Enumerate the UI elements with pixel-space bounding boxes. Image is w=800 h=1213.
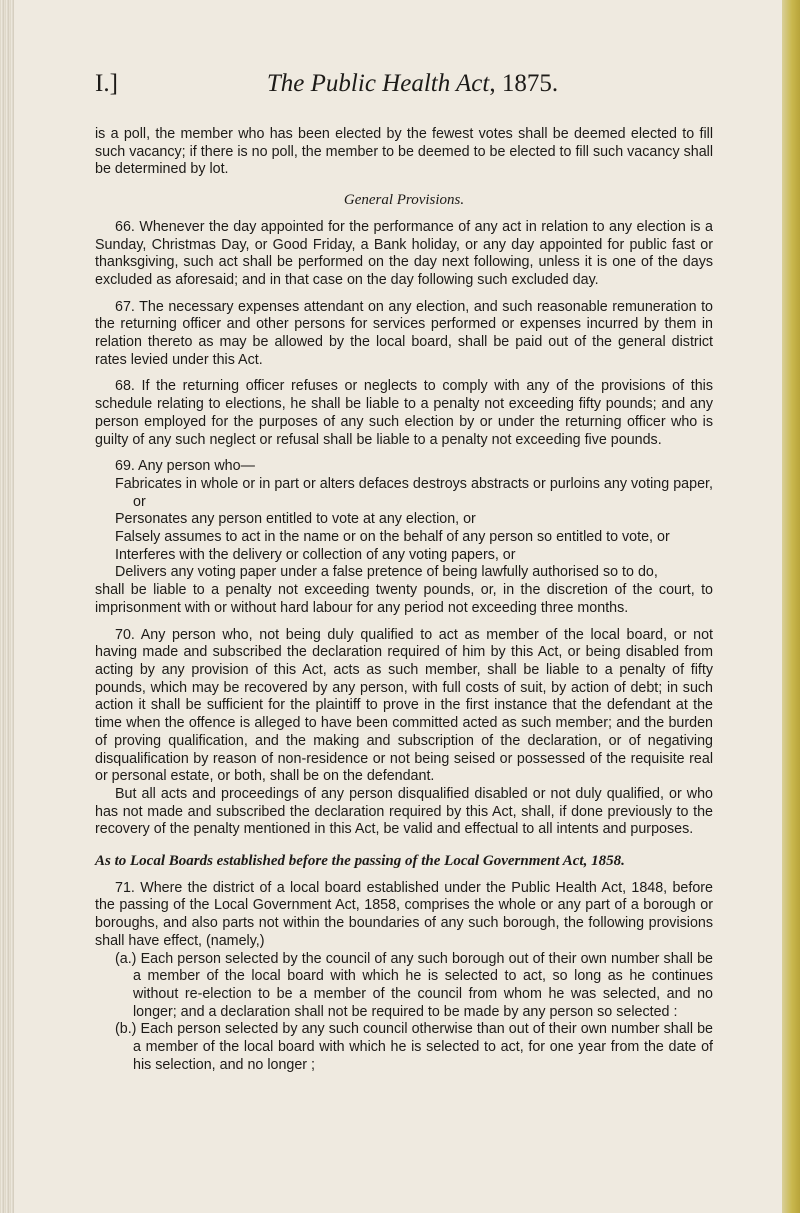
section-66: 66. Whenever the day appointed for the performance of any act in relation to any election is a Sunday, Christmas Day, or Good Friday, a Bank holiday, or any day appointed for public fast or thanksgiving, such act shall be performed on the day next following, unless it is one of the days excluded as aforesaid; and in that case on the day following such excluded day.: [95, 218, 713, 288]
section-70: 70. Any person who, not being duly qualified to act as member of the local board, or not having made and subscribed the declaration required of him by this Act, or being disabled from acting by any provision of this Act, acts as such member, shall be liable to a penalty of fifty pounds, which may be recovered by any person, with full costs of suit, by action of debt; in such action it shall be sufficient for the plaintiff to prove in the first instance that the defendant at the time when the offence is alleged to have been committed acted as such member; and the burden of proving qualification, and the making and subscription of the declaration, or of negativing disqualification by reason of non-residence or not being seised or possessed of the requisite real or personal estate, or both, shall be on the defendant.: [95, 626, 713, 785]
heading-general-provisions: General Provisions.: [343, 192, 465, 209]
section-71-b: (b.) Each person selected by any such council otherwise than out of their own number shall be a member of the local board with which he is selected to act, for one year from the date of his selection, and no longer ;: [115, 1021, 713, 1073]
section-69-item-2: Personates any person entitled to vote at any election, or: [115, 511, 476, 528]
section-69-tail: shall be liable to a penalty not exceeding twenty pounds, or, in the discretion of the court, to imprisonment with or without hard labour for any period not exceeding three months.: [95, 582, 713, 616]
section-71: 71. Where the district of a local board established under the Public Health Act, 1848, before the passing of the Local Government Act, 1858, comprises the whole or any part of a borough or boroughs, and also parts not within the boundaries of any such borough, the following provisions shall have effect, (namely,): [95, 879, 713, 949]
section-number: I.]: [95, 70, 118, 97]
section-67: 67. The necessary expenses attendant on any election, and such reasonable remuneration to the returning officer and other persons for services performed or expenses incurred by them in relation thereto as may be allowed by the local board, shall be paid out of the general district rates levied under this Act.: [95, 298, 713, 368]
page-body: [95, 126, 713, 1074]
section-69-item-1: Fabricates in whole or in part or alters defaces destroys abstracts or purloins any voting paper, or: [115, 475, 713, 510]
act-year: 1875.: [501, 70, 559, 97]
section-68: 68. If the returning officer refuses or neglects to comply with any of the provisions of this schedule relating to elections, he shall be liable to a penalty not exceeding fifty pounds; and any person employed for the purposes of any such election by or under the returning officer who is guilty of any such neglect or refusal shall be liable to a penalty not exceeding five pounds.: [95, 378, 713, 448]
page-edge-right: [782, 0, 800, 1213]
section-69-lead: 69. Any person who—: [115, 458, 255, 475]
running-header: [95, 70, 730, 100]
intro-paragraph: is a poll, the member who has been elected by the fewest votes shall be deemed elected to fill such vacancy; if there is no poll, the member to be deemed to be elected to fill such vacancy shall be determined by lot.: [95, 126, 713, 178]
section-69-item-3: Falsely assumes to act in the name or on the behalf of any person so entitled to vote, or: [115, 529, 670, 546]
act-title: The Public Health Act: [266, 70, 490, 97]
section-71-a: (a.) Each person selected by the council of any such borough out of their own number shall be a member of the local board with which he is selected to act, so long as he continues without re-election to be a member of the council from whom he was selected, and no longer; and a declaration shall not be required to be made by any person so selected :: [115, 950, 713, 1020]
section-69-item-4: Interferes with the delivery or collection of any voting papers, or: [115, 546, 516, 563]
running-title: The Public Health Act, 1875.: [266, 70, 559, 97]
section-70-continued: But all acts and proceedings of any person disqualified disabled or not duly qualified, or who has not made and subscribed the declaration required by this Act, shall, if done previously to the recovery of the penalty mentioned in this Act, be valid and effectual to all intents and purposes.: [95, 785, 713, 838]
heading-local-boards: As to Local Boards established before the passing of the Local Government Act, 1858.: [95, 853, 625, 870]
section-69-item-5: Delivers any voting paper under a false pretence of being lawfully authorised so to do,: [115, 564, 658, 581]
